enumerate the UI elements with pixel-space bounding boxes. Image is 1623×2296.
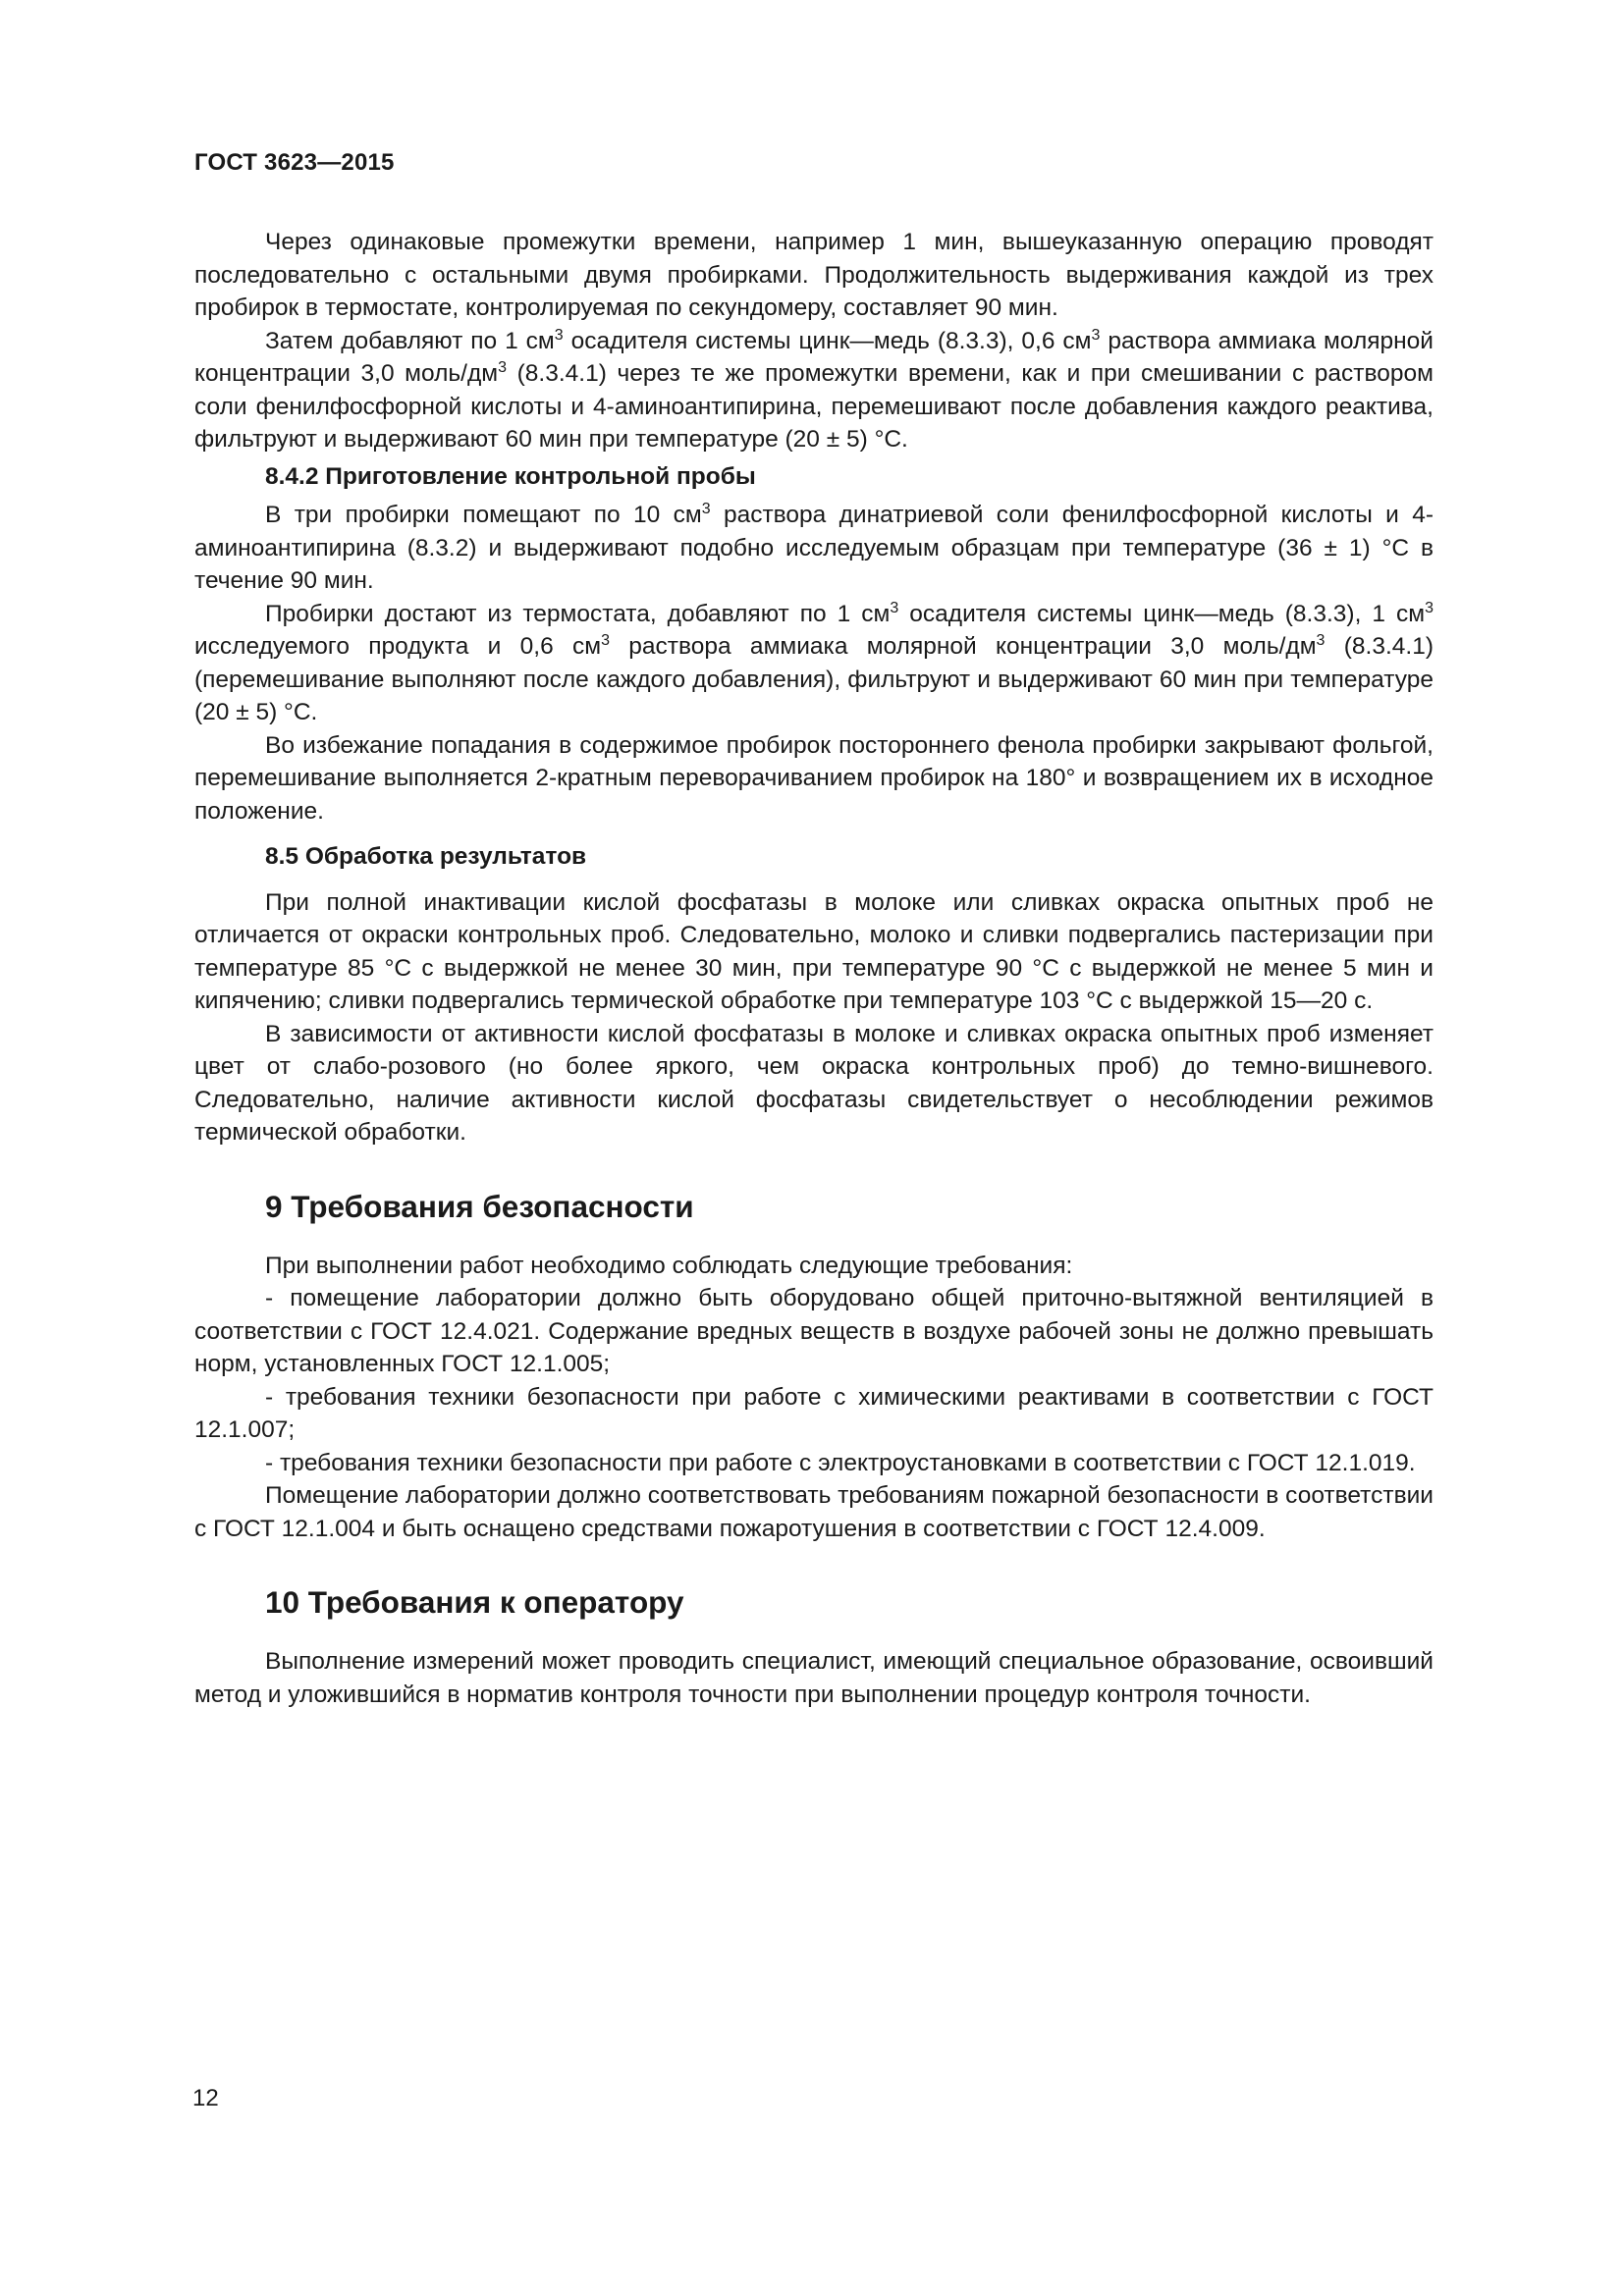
paragraph-add-precipitant: Затем добавляют по 1 $см^3$ осадителя системы цинк—медь (8.3.3), 0,6 $см^3$ раствора аммиака молярной концентрации 3,0 моль/$дм^3$ (8.3.4.1) через те же промежутки времени, как и при смешивании с раствором соли фенилфосфорной кислоты и 4-аминоантипирина, перемешивают после добавления каждого реактива, фильтруют и выдерживают 60 мин при температуре (20 ± 5) °С. — [194, 326, 1434, 453]
paragraph-operator-requirements: Выполнение измерений может проводить специалист, имеющий специальное образование, освоивший метод и уложившийся в норматив контроля точности при выполнении процедур контроля точности. — [194, 1648, 1434, 1708]
paragraph-fire-safety: Помещение лаборатории должно соответствовать требованиям пожарной безопасности в соответствии с ГОСТ 12.1.004 и быть оснащено средствами пожаротушения в соответствии с ГОСТ 12.4.009. — [194, 1482, 1434, 1542]
paragraph-inactivation: При полной инактивации кислой фосфатазы в молоке или сливках окраска опытных проб не отличается от окраски контрольных проб. Следовательно, молоко и сливки подвергались пастеризации при температуре 85 °С с выдержкой не менее 30 мин, при температуре 90 °С с выдержкой не менее 5 мин и кипячению; сливки подвергались термической обработке при температуре 103 °С с выдержкой 15—20 с. — [194, 888, 1434, 1014]
superscript-3: 3 — [601, 632, 610, 649]
superscript-3: 3 — [1425, 599, 1434, 616]
paragraph-control-procedure: Пробирки достают из термостата, добавляют по 1 $см^3$ осадителя системы цинк—медь (8.3.3), 1 $см^3$ исследуемого продукта и 0,6 $см^3$ раствора аммиака молярной концентрации 3,0 моль/$дм^3$ (8.3.4.1) (перемешивание выполняют после каждого добавления), фильтруют и выдерживают 60 мин при температуре (20 ± 5) °С. — [194, 599, 1434, 725]
paragraph-activity-color: В зависимости от активности кислой фосфатазы в молоке и сливках окраска опытных проб изменяет цвет от слабо-розового (но более яркого, чем окраска контрольных проб) до темно-вишневого. Следовательно, наличие активности кислой фосфатазы свидетельствует о несоблюдении режимов термической обработки. — [194, 1020, 1434, 1146]
paragraph-tubes-interval: Через одинаковые промежутки времени, например 1 мин, вышеуказанную операцию проводят последовательно с остальными двумя пробирками. Продолжительность выдерживания каждой из трех пробирок в термостате, контролируемая по секундомеру, составляет 90 мин. — [194, 229, 1434, 321]
paragraph-foil-mixing: Во избежание попадания в содержимое пробирок постороннего фенола пробирки закрывают фольгой, перемешивание выполняется 2-кратным переворачиванием пробирок на 180° и возвращением их в исходное положение. — [194, 731, 1434, 825]
superscript-3: 3 — [890, 599, 899, 616]
superscript-3: 3 — [1091, 326, 1101, 344]
document-code-header: ГОСТ 3623—2015 — [194, 149, 395, 176]
heading-8-5: 8.5 Обработка результатов — [265, 843, 587, 870]
paragraph-safety-intro: При выполнении работ необходимо соблюдать следующие требования: — [265, 1252, 1073, 1279]
document-body — [194, 226, 1434, 1711]
heading-8-4-2: 8.4.2 Приготовление контрольной пробы — [265, 462, 756, 490]
list-item-electrical-safety: - требования техники безопасности при работе с электроустановками в соответствии с ГОСТ 12.1.019. — [265, 1449, 1416, 1476]
list-item-ventilation: - помещение лаборатории должно быть оборудовано общей приточно-вытяжной вентиляцией в соответствии с ГОСТ 12.4.021. Содержание вредных веществ в воздухе рабочей зоны не должно превышать норм, установленных ГОСТ 12.1.005; — [194, 1285, 1434, 1377]
superscript-3: 3 — [701, 501, 711, 517]
heading-section-10: 10 Требования к оператору — [265, 1584, 684, 1620]
page-number: 12 — [192, 2085, 219, 2111]
heading-section-9: 9 Требования безопасности — [265, 1188, 694, 1224]
list-item-chemical-safety: - требования техники безопасности при работе с химическими реактивами в соответствии с ГОСТ 12.1.007; — [194, 1383, 1434, 1443]
superscript-3: 3 — [498, 359, 508, 376]
superscript-3: 3 — [1316, 632, 1325, 649]
paragraph-control-tubes: В три пробирки помещают по 10 $см^3$ раствора динатриевой соли фенилфосфорной кислоты и 4-аминоантипирина (8.3.2) и выдерживают подобно исследуемым образцам при температуре (36 ± 1) °С в течение 90 мин. — [194, 501, 1434, 594]
superscript-3: 3 — [554, 326, 564, 344]
